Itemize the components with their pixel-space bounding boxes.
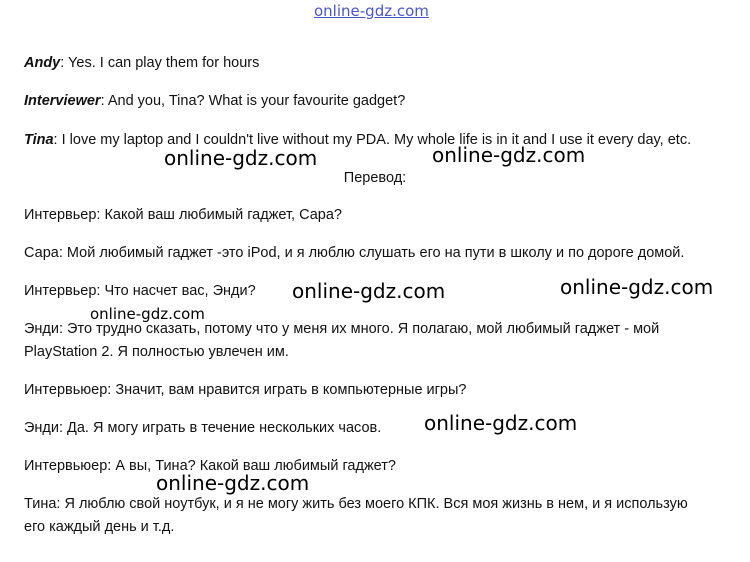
dialogue-line-interviewer — [24, 92, 405, 110]
translation-line: его каждый день и т.д. — [24, 519, 175, 535]
dialogue-text: : And you, Tina? What is your favourite gadget? — [100, 93, 406, 109]
watermark: online-gdz.com — [90, 305, 205, 323]
dialogue-text: : Yes. I can play them for hours — [60, 55, 260, 71]
translation-line: Сара: Мой любимый гаджет -это iPod, и я люблю слушать его на пути в школу и по дороге домой. — [24, 245, 685, 261]
watermark: online-gdz.com — [424, 411, 578, 435]
watermark: online-gdz.com — [156, 471, 310, 495]
translation-line: Энди: Да. Я могу играть в течение нескольких часов. — [24, 420, 382, 436]
translation-line: Интервьюер: А вы, Тина? Какой ваш любимый гаджет? — [24, 458, 396, 474]
watermark: online-gdz.com — [560, 275, 714, 299]
translation-line: Тина: Я люблю свой ноутбук, и я не могу жить без моего КПК. Вся моя жизнь в нем, и я использую — [24, 496, 688, 512]
watermark: online-gdz.com — [292, 279, 446, 303]
translation-line: Энди: Это трудно сказать, потому что у меня их много. Я полагаю, мой любимый гаджет - мой — [24, 321, 660, 337]
watermark-top-link[interactable]: online-gdz.com — [314, 2, 429, 20]
watermark: online-gdz.com — [164, 146, 318, 170]
dialogue-line-andy — [24, 54, 259, 72]
speaker-name: Andy — [24, 55, 61, 71]
speaker-name: Interviewer — [24, 93, 101, 109]
speaker-name: Tina — [24, 132, 54, 148]
dialogue-text: : I love my laptop and I couldn't live without my PDA. My whole life is in it and I use it every day, etc. — [53, 132, 692, 148]
translation-line: Интервьюер: Значит, вам нравится играть в компьютерные игры? — [24, 382, 467, 398]
watermark: online-gdz.com — [432, 143, 586, 167]
dialogue-line-tina — [24, 131, 691, 149]
translation-line: Интервьер: Что насчет вас, Энди? — [24, 283, 256, 299]
translation-heading: Перевод: — [343, 170, 407, 186]
translation-line: PlayStation 2. Я полностью увлечен им. — [24, 344, 289, 360]
translation-line: Интервьер: Какой ваш любимый гаджет, Сара? — [24, 207, 342, 223]
